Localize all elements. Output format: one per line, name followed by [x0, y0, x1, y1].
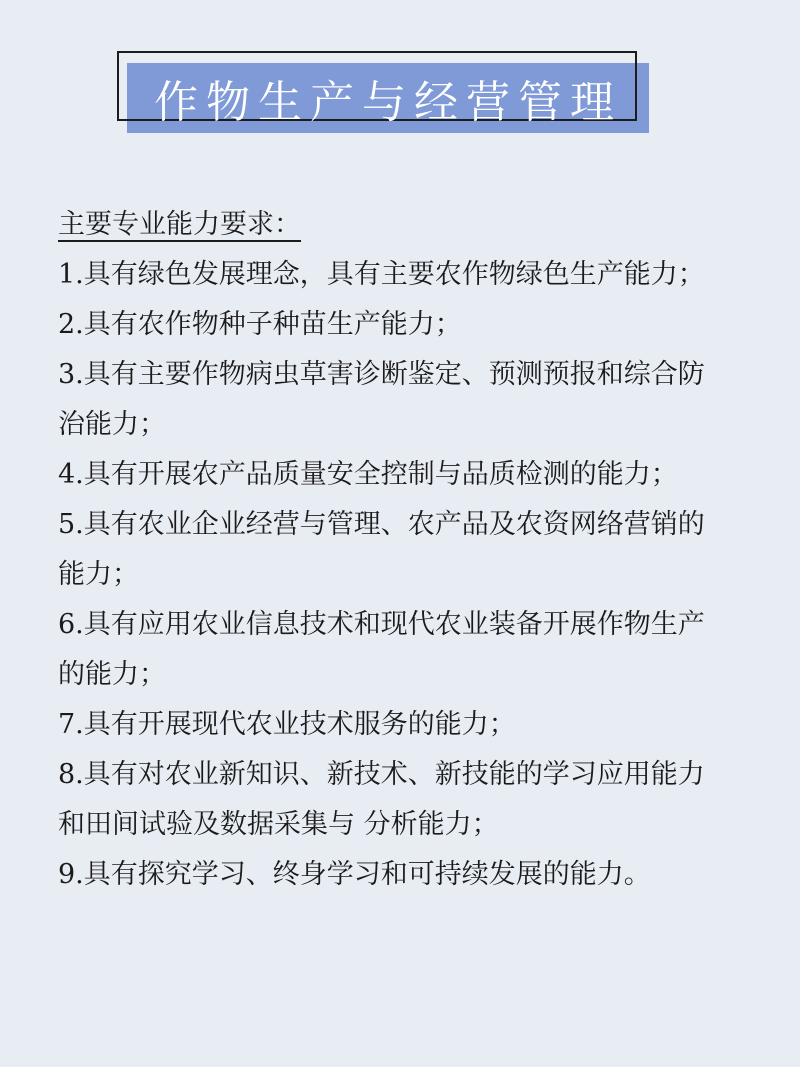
- list-item-line: 7.具有开展现代农业技术服务的能力；: [58, 709, 516, 740]
- list-item-line: 2.具有农作物种子种苗生产能力；: [58, 309, 462, 340]
- list-item-line: 6.具有应用农业信息技术和现代农业装备开展作物生产: [58, 609, 705, 640]
- list-item: [58, 750, 758, 850]
- list-item-line: 和田间试验及数据采集与 分析能力；: [58, 809, 499, 840]
- list-item-line: 5.具有农业企业经营与管理、农产品及农资网络营销的: [58, 509, 705, 540]
- list-item-line: 9.具有探究学习、终身学习和可持续发展的能力。: [58, 859, 651, 890]
- list-item: [58, 500, 758, 600]
- list-item: [58, 450, 758, 500]
- list-item: [58, 350, 758, 450]
- list-item-line: 能力；: [58, 559, 139, 590]
- list-item-line: 8.具有对农业新知识、新技术、新技能的学习应用能力: [58, 759, 705, 790]
- list-item-line: 4.具有开展农产品质量安全控制与品质检测的能力；: [58, 459, 678, 490]
- page-title: 作物生产与经营管理: [154, 77, 622, 128]
- list-item-line: 3.具有主要作物病虫草害诊断鉴定、预测预报和综合防: [58, 359, 705, 390]
- list-item: [58, 300, 758, 350]
- requirements-section: [58, 200, 758, 900]
- requirements-list: [58, 250, 758, 900]
- list-item-line: 的能力；: [58, 659, 166, 690]
- list-item-line: 1.具有绿色发展理念，具有主要农作物绿色生产能力；: [58, 259, 705, 290]
- list-item: [58, 250, 758, 300]
- list-item: [58, 850, 758, 900]
- list-item: [58, 600, 758, 700]
- list-item: [58, 700, 758, 750]
- title-banner: [117, 51, 649, 133]
- list-item-line: 治能力；: [58, 409, 166, 440]
- requirements-heading: 主要专业能力要求：: [58, 209, 301, 240]
